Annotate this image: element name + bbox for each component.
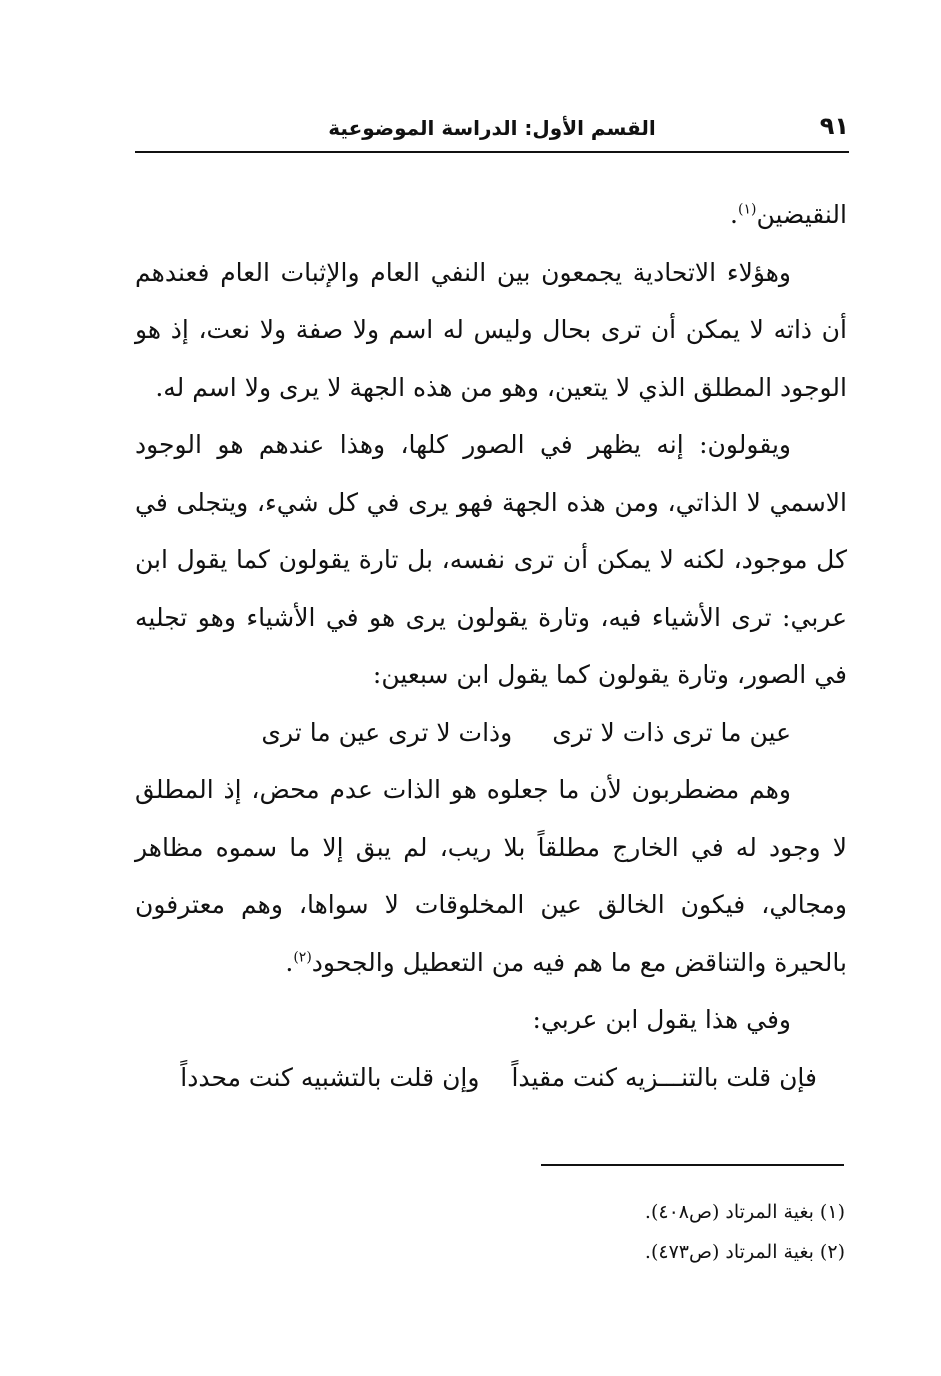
- page-number: ٩١: [819, 112, 849, 140]
- running-title: القسم الأول: الدراسة الموضوعية: [328, 116, 656, 140]
- paragraph-0-end: .: [730, 200, 738, 229]
- paragraph-1: وهؤلاء الاتحادية يجمعون بين النفي العام والإثبات العام فعندهم أن ذاته لا يمكن أن ترى بحال وليس له اسم ولا صفة ولا نعت، إذ هو الوجود المطلق الذي لا يتعين، وهو من هذه الجهة لا يرى ولا اسم له.: [135, 257, 847, 402]
- paragraph-0-text: النقيضين: [756, 200, 847, 229]
- verse-1-second-hemistich: وذات لا ترى عين ما ترى: [261, 717, 513, 747]
- page-header: [135, 112, 849, 148]
- footnote-ref-1: (١): [737, 201, 757, 218]
- verse-1: [135, 704, 847, 762]
- footnote-1: (١) بغية المرتاد (ص٤٠٨).: [644, 1201, 845, 1223]
- paragraph-2: ويقولون: إنه يظهر في الصور كلها، وهذا عندهم هو الوجود الاسمي لا الذاتي، ومن هذه الجهة فهو يرى في كل شيء، ويتجلى في كل موجود، لكنه لا يمكن أن ترى نفسه، بل تارة يقولون كما يقول ابن عربي: ترى الأشياء فيه، وتارة يقولون يرى هو في الأشياء وهو تجليه في الصور، وتارة يقولون كما يقول ابن سبعين:: [135, 430, 847, 689]
- footnote-2: (٢) بغية المرتاد (ص٤٧٣).: [644, 1241, 845, 1263]
- verse-2-first-hemistich: فإن قلت بالتنـــزيه كنت مقيداً: [511, 1062, 817, 1092]
- paragraph-4: وفي هذا يقول ابن عربي:: [532, 1005, 791, 1034]
- footnotes: [135, 1192, 845, 1272]
- header-rule: [135, 151, 849, 153]
- verse-1-first-hemistich: عين ما ترى ذات لا ترى: [552, 717, 791, 747]
- footnote-rule: [541, 1164, 844, 1166]
- paragraph-3: [135, 761, 847, 991]
- paragraph-3-text: وهم مضطربون لأن ما جعلوه هو الذات عدم محض، إذ المطلق لا وجود له في الخارج مطلقاً بلا ريب، لم يبق إلا ما سموه مظاهر ومجالي، فيكون الخالق عين المخلوقات لا سواها، وهم معترفون بالحيرة والتناقض مع ما هم فيه من التعطيل والجحود: [135, 775, 847, 977]
- paragraph-3-end: .: [285, 947, 294, 977]
- main-text: [135, 186, 847, 1106]
- footnote-ref-2: (٢): [293, 949, 312, 966]
- verse-2: [135, 1049, 847, 1107]
- paragraph-0: [135, 186, 847, 244]
- verse-2-second-hemistich: وإن قلت بالتشبيه كنت محدداً: [180, 1062, 480, 1092]
